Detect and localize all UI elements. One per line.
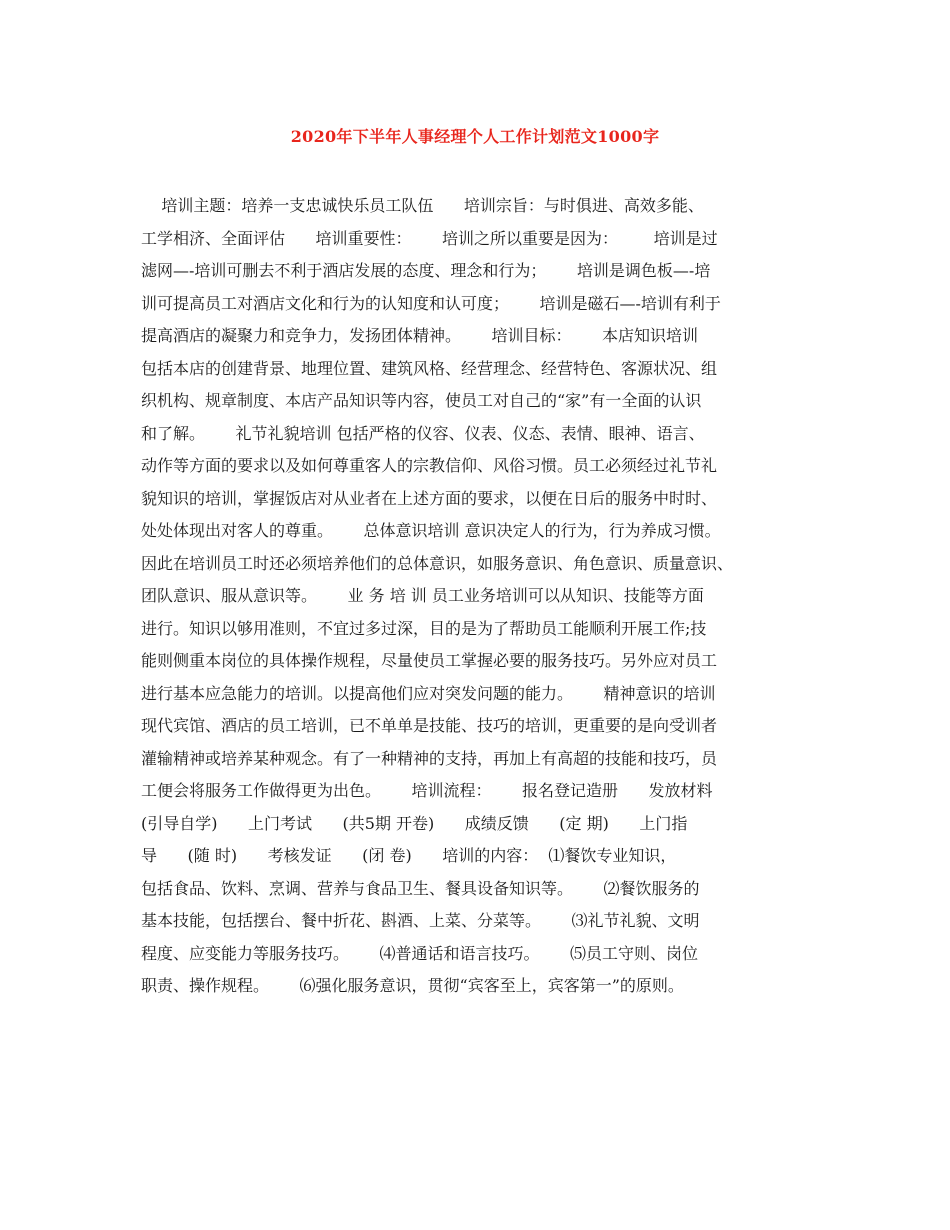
body-line: 包括本店的创建背景、地理位置、建筑风格、经营理念、经营特色、客源状况、组	[141, 358, 718, 378]
body-line: 培训主题：培养一支忠诚快乐员工队伍 培训宗旨：与时俱进、高效多能、	[141, 196, 704, 215]
body-line: 包括食品、饮料、烹调、营养与食品卫生、餐具设备知识等。 ⑵餐饮服务的	[141, 878, 700, 898]
body-line: 提高酒店的凝聚力和竞争力，发扬团体精神。 培训目标： 本店知识培训	[141, 326, 699, 345]
body-line: 动作等方面的要求以及如何尊重客人的宗教信仰、风俗习惯。员工必须经过礼节礼	[141, 456, 718, 475]
body-line: 貌知识的培训，掌握饭店对从业者在上述方面的要求，以便在日后的服务中时时、	[141, 488, 718, 508]
body-line: 和了解。 礼节礼貌培训 包括严格的仪容、仪表、仪态、表情、眼神、语言、	[141, 423, 705, 443]
body-line: 工学相济、全面评估 培训重要性： 培训之所以重要是因为： 培训是过	[141, 228, 718, 248]
document-title: 2020年下半年人事经理个人工作计划范文1000字	[290, 127, 660, 146]
body-line: 导 (随 时) 考核发证 (闭 卷) 培训的内容： ⑴餐饮专业知识，	[141, 846, 677, 865]
body-line: 职责、操作规程。 ⑹强化服务意识，贯彻“宾客至上，宾客第一”的原则。	[141, 976, 684, 995]
body-line: 进行基本应急能力的培训。以提高他们应对突发问题的能力。 精神意识的培训	[141, 683, 716, 703]
body-line: 训可提高员工对酒店文化和行为的认知度和认可度； 培训是磁石—-培训有利于	[141, 293, 721, 313]
body-line: 能则侧重本岗位的具体操作规程，尽量使员工掌握必要的服务技巧。另外应对员工	[141, 651, 718, 670]
body-line: (引导自学) 上门考试 (共5期 开卷) 成绩反馈 (定 期) 上门指	[141, 813, 688, 833]
document-body	[141, 190, 816, 1003]
body-line: 团队意识、服从意识等。 业 务 培 训 员工业务培训可以从知识、技能等方面	[141, 586, 704, 605]
body-line: 织机构、规章制度、本店产品知识等内容，使员工对自己的“家”有一全面的认识	[141, 391, 702, 410]
body-line: 工便会将服务工作做得更为出色。 培训流程： 报名登记造册 发放材料	[141, 781, 713, 800]
body-line: 程度、应变能力等服务技巧。 ⑷普通话和语言技巧。 ⑸员工守则、岗位	[141, 943, 699, 963]
body-line: 进行。知识以够用准则，不宜过多过深，目的是为了帮助员工能顺利开展工作;技	[141, 618, 707, 638]
body-line: 因此在培训员工时还必须培养他们的总体意识，如服务意识、角色意识、质量意识、	[141, 553, 734, 573]
body-line: 基本技能，包括摆台、餐中折花、斟酒、上菜、分菜等。 ⑶礼节礼貌、文明	[141, 911, 700, 930]
body-line: 处处体现出对客人的尊重。 总体意识培训 意识决定人的行为，行为养成习惯。	[141, 521, 721, 540]
body-line: 滤网—-培训可删去不利于酒店发展的态度、理念和行为； 培训是调色板—-培	[141, 261, 711, 280]
body-line: 灌输精神或培养某种观念。有了一种精神的支持，再加上有高超的技能和技巧，员	[141, 748, 718, 768]
body-line: 现代宾馆、酒店的员工培训，已不单单是技能、技巧的培训，更重要的是向受训者	[141, 716, 718, 735]
